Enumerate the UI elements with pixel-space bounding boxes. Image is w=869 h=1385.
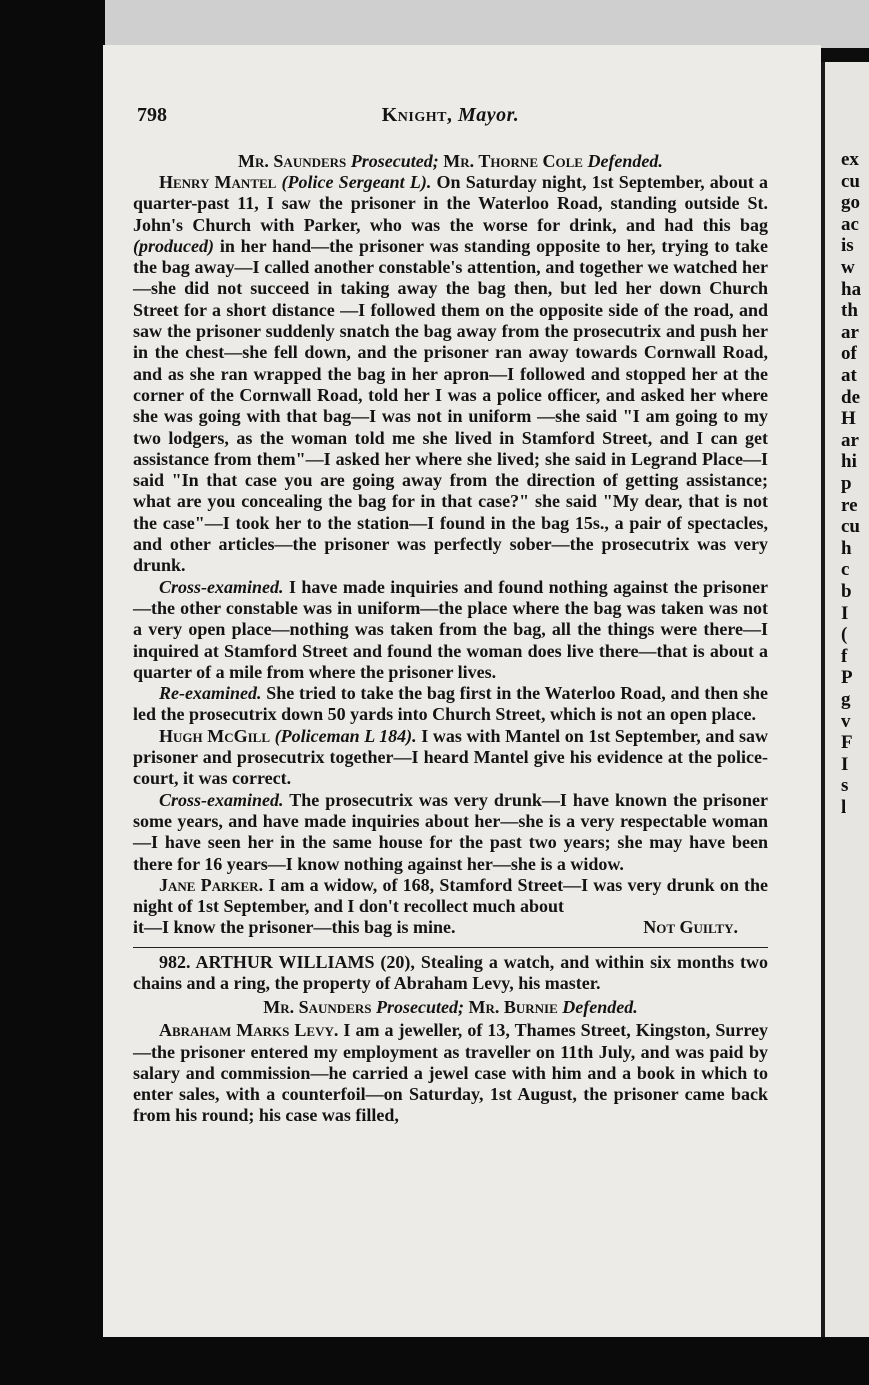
facing-page-fragment: l: [841, 797, 847, 818]
cross-examined-label: Cross-examined.: [159, 576, 284, 597]
scan-bottom-border: [0, 1337, 869, 1385]
facing-page-fragment: s: [841, 775, 849, 797]
facing-page-fragment: de: [841, 386, 860, 408]
facing-page-fragment: th: [841, 300, 858, 322]
witness-name: Henry Mantel: [159, 172, 277, 192]
facing-page-fragment: P: [841, 667, 853, 689]
cross-examination-mantel: [133, 577, 768, 683]
witness-name: Jane Parker.: [159, 874, 264, 895]
re-text: She tried to take the bag first in the Waterloo Road, and then she led the prosecutrix down 50 yards into Church Street, which is not an open place.: [133, 683, 768, 725]
facing-page-fragment: hi: [841, 451, 857, 473]
testimony-levy: [133, 1020, 768, 1126]
facing-page-fragment: b: [841, 581, 852, 602]
page-number: 798: [137, 104, 167, 126]
running-header: [133, 100, 768, 132]
testimony-mantel: [133, 172, 768, 577]
facing-page-fragment: h: [841, 537, 852, 559]
running-title-name: Knight,: [381, 104, 458, 126]
facing-page-fragment: cu: [841, 170, 860, 192]
scan-left-border: [0, 0, 105, 1385]
facing-page-fragment: (: [841, 624, 848, 646]
testimony-last-line: it—I know the prisoner—this bag is mine.: [133, 917, 456, 938]
testimony-parker: [133, 875, 768, 918]
testimony-text-cont: in her hand—the prisoner was standing opposite to her, trying to take the bag away—I called another constable's attention, and together we watched her—she did not succeed in taking away the bag then, but led her down Church Street for a short distance —I followed them on the opposite side of the road, and saw the prisoner suddenly snatch the bag away from the prosecutrix and push her in the chest—she fell down, and the prisoner ran away towards Cornwall Road, and as she ran wrapped the bag in her apron—I followed and stopped her at the corner of the Cornwall Road, told her I was a police officer, and asked her where she was going with that bag—I was not in uniform —she said "I am going to my two lodgers, as the woman told me she lived in Stamford Street, and I can get assistance from them"—I asked her where she lived; she said in Legrand Place—I said "In that case you are going away from the direction of getting assistance; what are you concealing the bag for in that case?" she said "My dear, that is not the case"—I took her to the station—I found in the bag 15s., a pair of spectacles, and other articles—the prisoner was perfectly sober—the prosecutrix was very drunk.: [133, 235, 769, 576]
facing-page-fragment: ha: [841, 278, 862, 300]
testimony-text: On Saturday night, 1st September, about a quarter-past 11, I saw the prisoner in the Waterloo Road, standing outside St. John's Church with Parker, who was the worse for drink, and had this bag: [133, 172, 769, 235]
facing-page-fragment: ac: [841, 213, 859, 235]
facing-page-fragment: go: [841, 192, 860, 214]
defended-label: Defended.: [587, 151, 663, 171]
facing-page-fragment: cu: [841, 516, 860, 538]
cross-text: The prosecutrix was very drunk—I have known the prisoner some years, and have made inquiries about her—she is a very respectable woman—I have seen her in the same house for the past two years; she may have been there for 16 years—I know nothing against her—she is a widow.: [133, 789, 768, 874]
facing-page-edge: [821, 62, 869, 1337]
case-divider: [133, 947, 768, 948]
scan-top-margin: [0, 0, 869, 48]
facing-page-fragment: ar: [841, 429, 859, 451]
witness-name: Abraham Marks Levy.: [159, 1020, 339, 1041]
facing-page-fragment: is: [841, 235, 854, 257]
facing-page-fragment: F: [841, 732, 853, 754]
prosecuted-label: Prosecuted;: [375, 997, 464, 1018]
cross-examination-mcgill: [133, 790, 768, 875]
facing-page-fragment: of: [841, 343, 857, 365]
facing-page-fragment: c: [841, 559, 850, 581]
testimony-mcgill: [133, 726, 768, 790]
facing-page-fragment: re: [841, 494, 858, 516]
defended-label: Defended.: [562, 997, 638, 1018]
cross-text: I have made inquiries and found nothing against the prisoner—the other constable was in uniform—the place where the bag was taken was not a very open place—nothing was taken from the bag, all the things were there—I inquired at Stamford Street and found the woman does live there—that is about a quarter of a mile from where the prisoner lives.: [133, 576, 769, 682]
counsel-line: [133, 150, 768, 172]
produced-note: (produced): [133, 235, 214, 256]
re-examined-label: Re-examined.: [159, 683, 262, 704]
verdict: Not Guilty.: [643, 917, 738, 938]
counsel-line-2: [133, 996, 768, 1018]
facing-page-fragment: v: [841, 710, 851, 732]
charge-text: Stealing a watch, and within six months two chains and a ring, the property of Abraham Levy, his master.: [133, 951, 769, 993]
facing-page-fragment: ar: [841, 321, 859, 343]
facing-page-fragment: I: [841, 602, 849, 624]
re-examination-mantel: [133, 683, 768, 726]
witness-role: (Policeman L 184).: [274, 725, 417, 746]
facing-page-fragment: I: [841, 753, 849, 775]
testimony-text: I was with Mantel on 1st September, and saw prisoner and prosecutrix together—I heard Mantel give his evidence at the police-court, it was correct.: [133, 725, 768, 789]
prosecuted-label: Prosecuted;: [350, 151, 439, 171]
running-title: [133, 104, 768, 127]
facing-page-fragment: H: [841, 408, 856, 430]
facing-page-fragment: f: [841, 645, 848, 667]
case-heading: [133, 952, 768, 995]
facing-page-fragment: g: [841, 689, 851, 710]
page-gutter: [821, 62, 825, 1337]
defendant-name: ARTHUR WILLIAMS: [195, 951, 375, 972]
facing-page-fragment: w: [841, 257, 855, 278]
facing-page-fragment: at: [841, 365, 857, 386]
witness-role: (Police Sergeant L).: [281, 172, 432, 192]
cross-examined-label: Cross-examined.: [159, 789, 284, 810]
testimony-text: I am a jeweller, of 13, Thames Street, Kingston, Surrey—the prisoner entered my employment as traveller on 11th July, and was paid by salary and commission—he carried a jewel case with him and a book in which to enter sales, with a counterfoil—on Saturday, 1st August, the prisoner came back from his round; his case was filled,: [133, 1020, 769, 1126]
running-title-office: Mayor.: [457, 104, 520, 126]
case-number: 982.: [159, 951, 191, 972]
defending-counsel: Mr. Burnie: [468, 997, 558, 1018]
verdict-line: [133, 917, 768, 938]
testimony-text: I am a widow, of 168, Stamford Street—I was very drunk on the night of 1st September, and I don't recollect much about: [133, 874, 769, 917]
facing-page-fragment: p: [841, 473, 852, 494]
page-text: [133, 100, 768, 1127]
witness-name: Hugh McGill: [159, 725, 271, 746]
prosecuting-counsel: Mr. Saunders: [238, 151, 347, 171]
defending-counsel: Mr. Thorne Cole: [443, 151, 583, 171]
prosecuting-counsel: Mr. Saunders: [263, 997, 372, 1018]
facing-page-fragment: ex: [841, 149, 859, 170]
defendant-age: (20),: [380, 951, 415, 972]
